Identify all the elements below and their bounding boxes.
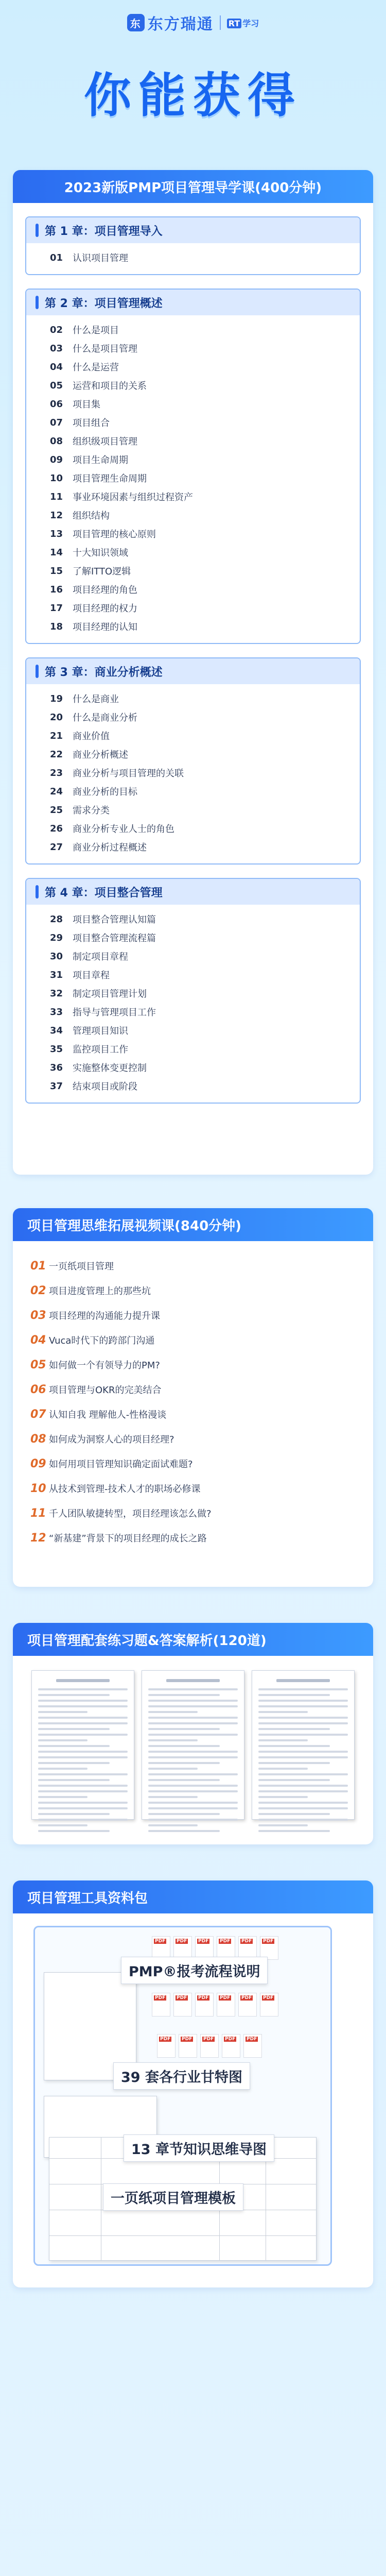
lesson-number: 33 (50, 1006, 63, 1018)
doc-text-line (258, 1790, 348, 1792)
brand-sub-logo (227, 17, 259, 29)
lesson-number: 14 (50, 547, 63, 558)
doc-text-line (38, 1830, 110, 1832)
video-number: 11 (30, 1506, 46, 1520)
doc-text-line (258, 1739, 308, 1741)
doc-text-line (258, 1711, 308, 1713)
tool-label: 13 章节知识思维导图 (124, 2134, 274, 2162)
chapter-title (26, 879, 360, 905)
video-number: 08 (30, 1432, 46, 1446)
exercise-card (13, 1623, 373, 1844)
lesson-number: 28 (50, 913, 63, 925)
lesson-number: 26 (50, 823, 63, 834)
lesson-number: 07 (50, 417, 63, 428)
doc-text-line (258, 1773, 348, 1775)
doc-text-line (148, 1700, 238, 1702)
brand-sub-tag: RT (227, 19, 242, 28)
doc-text-line (258, 1694, 330, 1696)
video-item (13, 1402, 373, 1427)
lesson-number: 11 (50, 491, 63, 502)
lesson-title: 什么是项目管理 (73, 344, 137, 354)
doc-text-line (38, 1790, 128, 1792)
doc-text-line (258, 1700, 348, 1702)
pdf-file-icon (217, 1993, 235, 2016)
lesson-number: 29 (50, 932, 63, 943)
doc-text-line (148, 1722, 238, 1724)
doc-text-line (258, 1728, 330, 1730)
lesson-number: 32 (50, 988, 63, 999)
lesson-item (26, 928, 360, 947)
lesson-number: 36 (50, 1062, 63, 1073)
lesson-item (26, 1003, 360, 1021)
lesson-title: 什么是商业分析 (73, 713, 137, 723)
doc-heading-line (56, 1679, 110, 1682)
doc-text-line (38, 1745, 110, 1747)
lesson-title: 需求分类 (73, 805, 110, 816)
doc-text-line (258, 1779, 330, 1781)
chapter-list (13, 216, 373, 1117)
lesson-number: 03 (50, 343, 63, 354)
lesson-title: 项目管理的核心原则 (73, 529, 156, 540)
lesson-title: 什么是商业 (73, 694, 119, 705)
video-item (13, 1501, 373, 1526)
brand-sub-text: 学习 (242, 18, 259, 28)
doc-heading-line (276, 1679, 330, 1682)
doc-text-line (38, 1768, 87, 1770)
lesson-item (26, 432, 360, 450)
chapter-title-text: 第 2 章：项目管理概述 (45, 297, 163, 310)
doc-text-line (148, 1728, 220, 1730)
brand-bar (0, 0, 386, 34)
lesson-number: 19 (50, 693, 63, 704)
brand-divider (220, 15, 221, 30)
chapter-title-text: 第 4 章：项目整合管理 (45, 886, 163, 900)
lesson-number: 20 (50, 711, 63, 723)
lesson-number: 13 (50, 528, 63, 539)
chapter-title (26, 290, 360, 315)
chapter-marker (36, 665, 39, 678)
video-item (13, 1427, 373, 1451)
video-title: 如何成为洞察人心的项目经理? (49, 1434, 174, 1445)
tools-title: 项目管理工具资料包 (13, 1880, 373, 1913)
brand-logo-icon: 东 (127, 14, 145, 31)
doc-text-line (38, 1813, 110, 1815)
doc-text-line (258, 1830, 330, 1832)
chapter-marker (36, 224, 39, 237)
lesson-list (26, 905, 360, 1103)
doc-text-line (38, 1819, 128, 1821)
lesson-item (26, 413, 360, 432)
video-item (13, 1278, 373, 1303)
lesson-title: 实施整体变更控制 (73, 1063, 147, 1074)
doc-text-line (258, 1785, 348, 1787)
lesson-title: 十大知识领域 (73, 548, 128, 558)
doc-text-line (148, 1734, 238, 1736)
video-title: 项目管理与OKR的完美结合 (49, 1385, 162, 1396)
doc-text-line (38, 1717, 128, 1719)
video-title: 如何用项目管理知识确定面试难题? (49, 1459, 193, 1470)
doc-text-line (38, 1700, 128, 1702)
brand-name: 东方瑞通 (147, 15, 214, 33)
lesson-title: 项目组合 (73, 418, 110, 429)
tool-label: 39 套各行业甘特图 (113, 2062, 250, 2090)
lesson-title: 指导与管理项目工作 (73, 1007, 156, 1018)
lesson-title: 什么是运营 (73, 362, 119, 373)
doc-text-line (148, 1796, 198, 1798)
doc-heading-line (166, 1679, 220, 1682)
lesson-title: 商业分析与项目管理的关联 (73, 768, 184, 779)
pdf-file-icon (173, 1993, 192, 2016)
doc-text-line (258, 1745, 330, 1747)
video-title: 一页纸项目管理 (49, 1261, 114, 1272)
doc-text-line (258, 1768, 308, 1770)
lesson-item (26, 838, 360, 856)
exercise-title: 项目管理配套练习题&答案解析(120道) (13, 1623, 373, 1656)
video-title: 认知自我 理解他人-性格漫谈 (49, 1410, 167, 1420)
doc-text-line (148, 1824, 198, 1826)
doc-text-line (38, 1796, 87, 1798)
lesson-item (26, 339, 360, 358)
lesson-title: 组织级项目管理 (73, 436, 137, 447)
doc-text-line (258, 1824, 308, 1826)
lesson-title: 事业环境因素与组织过程资产 (73, 492, 193, 503)
pdf-file-icon (157, 2034, 176, 2058)
doc-text-line (38, 1722, 128, 1724)
pdf-file-icons (152, 1993, 278, 2016)
lesson-item (26, 469, 360, 487)
video-item (13, 1303, 373, 1328)
pdf-file-icon (152, 1993, 170, 2016)
lesson-item (26, 562, 360, 580)
tool-label: 一页纸项目管理模板 (103, 2183, 243, 2211)
video-item (13, 1526, 373, 1550)
lesson-item (26, 1058, 360, 1077)
lesson-title: 管理项目知识 (73, 1026, 128, 1037)
lesson-number: 04 (50, 361, 63, 372)
exercise-page-preview (31, 1670, 134, 1820)
lesson-number: 31 (50, 969, 63, 980)
lesson-number: 15 (50, 565, 63, 577)
lesson-item (26, 1040, 360, 1058)
doc-text-line (258, 1796, 308, 1798)
lesson-title: 制定项目管理计划 (73, 989, 147, 999)
lesson-item (26, 320, 360, 339)
doc-text-line (258, 1751, 348, 1753)
doc-text-line (148, 1768, 198, 1770)
lesson-item (26, 764, 360, 782)
lesson-item (26, 524, 360, 543)
video-title: 千人团队敏捷转型，项目经理该怎么做? (49, 1509, 212, 1519)
template-grid-line (49, 2235, 316, 2236)
lesson-item (26, 1021, 360, 1040)
video-item (13, 1352, 373, 1377)
video-number: 10 (30, 1482, 46, 1495)
chapter-block (25, 289, 361, 644)
doc-text-line (148, 1762, 220, 1764)
lesson-title: 项目经理的角色 (73, 585, 137, 596)
doc-text-line (38, 1762, 110, 1764)
lesson-item (26, 506, 360, 524)
pdf-file-icons (157, 2034, 262, 2058)
lesson-title: 项目整合管理认知篇 (73, 914, 156, 925)
tools-card (13, 1880, 373, 2287)
doc-text-line (38, 1728, 110, 1730)
doc-text-line (148, 1779, 220, 1781)
lesson-number: 16 (50, 584, 63, 595)
doc-text-line (148, 1756, 238, 1758)
video-title: 从技术到管理-技术人才的职场必修课 (49, 1484, 201, 1495)
lesson-number: 25 (50, 804, 63, 816)
lesson-title: 认识项目管理 (73, 253, 128, 264)
lesson-title: 了解ITTO逻辑 (73, 566, 131, 577)
lesson-item (26, 745, 360, 764)
video-card (13, 1208, 373, 1587)
lesson-number: 18 (50, 621, 63, 632)
chapter-title-text: 第 3 章：商业分析概述 (45, 666, 163, 679)
tool-label: PMP®报考流程说明 (121, 1957, 268, 1984)
lesson-item (26, 910, 360, 928)
lesson-title: 项目章程 (73, 970, 110, 981)
doc-text-line (38, 1711, 87, 1713)
doc-text-line (38, 1773, 128, 1775)
lesson-item (26, 708, 360, 726)
video-item (13, 1253, 373, 1278)
lesson-title: 商业分析专业人士的角色 (73, 824, 174, 835)
lesson-title: 制定项目章程 (73, 952, 128, 962)
video-item (13, 1476, 373, 1501)
pdf-file-icon (200, 2034, 219, 2058)
pdf-file-icon (195, 1993, 214, 2016)
video-title: Vuca时代下的跨部门沟通 (49, 1335, 155, 1346)
course-title: 2023新版PMP项目管理导学课(400分钟) (13, 170, 373, 203)
video-number: 02 (30, 1284, 46, 1297)
video-number: 09 (30, 1457, 46, 1470)
lesson-number: 01 (50, 252, 63, 263)
lesson-item (26, 965, 360, 984)
lesson-title: 商业分析概述 (73, 750, 128, 760)
doc-text-line (148, 1688, 238, 1690)
lesson-item (26, 1077, 360, 1095)
lesson-item (26, 947, 360, 965)
doc-text-line (38, 1705, 128, 1707)
video-title: 项目经理的沟通能力提升课 (49, 1311, 160, 1321)
doc-text-line (38, 1694, 110, 1696)
lesson-title: 运营和项目的关系 (73, 381, 147, 392)
lesson-number: 06 (50, 398, 63, 410)
doc-text-line (38, 1807, 128, 1809)
chapter-marker (36, 296, 39, 309)
doc-text-line (258, 1762, 330, 1764)
doc-text-line (148, 1711, 198, 1713)
video-number: 05 (30, 1358, 46, 1371)
doc-text-line (258, 1734, 348, 1736)
doc-text-line (38, 1751, 128, 1753)
lesson-list (26, 315, 360, 643)
video-list (13, 1241, 373, 1550)
lesson-title: 项目生命周期 (73, 455, 128, 466)
lesson-item (26, 395, 360, 413)
doc-text-line (38, 1734, 128, 1736)
doc-text-line (38, 1688, 128, 1690)
lesson-number: 02 (50, 324, 63, 335)
tools-collage (13, 1926, 373, 2266)
doc-text-line (148, 1785, 238, 1787)
chapter-marker (36, 885, 39, 899)
lesson-title: 商业分析的目标 (73, 787, 137, 798)
lesson-item (26, 782, 360, 801)
lesson-title: 商业价值 (73, 731, 110, 742)
video-item (13, 1451, 373, 1476)
doc-text-line (148, 1802, 238, 1804)
lesson-item (26, 580, 360, 599)
lesson-item (26, 358, 360, 376)
lesson-title: 组织结构 (73, 511, 110, 521)
lesson-title: 什么是项目 (73, 325, 119, 336)
lesson-title: 项目经理的权力 (73, 603, 137, 614)
doc-text-line (148, 1790, 238, 1792)
lesson-item (26, 689, 360, 708)
doc-text-line (258, 1688, 348, 1690)
lesson-number: 21 (50, 730, 63, 741)
lesson-title: 项目集 (73, 399, 100, 410)
lesson-item (26, 599, 360, 617)
exercise-page-preview (142, 1670, 244, 1820)
lesson-number: 09 (50, 454, 63, 465)
video-number: 03 (30, 1309, 46, 1322)
doc-text-line (258, 1813, 330, 1815)
lesson-item (26, 450, 360, 469)
lesson-number: 35 (50, 1043, 63, 1055)
lesson-number: 10 (50, 472, 63, 484)
lesson-item (26, 726, 360, 745)
video-item (13, 1328, 373, 1352)
lesson-item (26, 819, 360, 838)
video-number: 07 (30, 1408, 46, 1421)
lesson-list (26, 684, 360, 863)
doc-text-line (148, 1717, 238, 1719)
lesson-number: 34 (50, 1025, 63, 1036)
doc-text-line (258, 1717, 348, 1719)
doc-text-line (258, 1802, 348, 1804)
doc-text-line (148, 1705, 238, 1707)
hero-title: 你能获得 (83, 68, 302, 123)
lesson-number: 08 (50, 435, 63, 447)
lesson-title: 项目管理生命周期 (73, 473, 147, 484)
chapter-block (25, 657, 361, 865)
doc-text-line (258, 1722, 348, 1724)
video-title: “新基建”背景下的项目经理的成长之路 (49, 1533, 207, 1544)
pdf-file-icon (222, 2034, 240, 2058)
lesson-item (26, 248, 360, 267)
doc-text-line (38, 1785, 128, 1787)
lesson-item (26, 617, 360, 636)
doc-text-line (148, 1745, 220, 1747)
lesson-item (26, 801, 360, 819)
lesson-list (26, 243, 360, 274)
lesson-title: 商业分析过程概述 (73, 842, 147, 853)
video-title: 如何做一个有领导力的PM? (49, 1360, 160, 1371)
video-title: 项目管理思维拓展视频课(840分钟) (13, 1208, 373, 1241)
doc-text-line (258, 1807, 348, 1809)
chapter-block (25, 216, 361, 275)
pdf-file-icon (179, 2034, 197, 2058)
chapter-title (26, 217, 360, 243)
lesson-number: 17 (50, 602, 63, 614)
doc-text-line (148, 1694, 220, 1696)
doc-text-line (38, 1779, 110, 1781)
lesson-item (26, 487, 360, 506)
chapter-title-text: 第 1 章：项目管理导入 (45, 225, 163, 238)
brand-logo (127, 11, 214, 34)
exercise-preview (13, 1656, 373, 1820)
doc-text-line (148, 1813, 220, 1815)
lesson-number: 23 (50, 767, 63, 778)
lesson-item (26, 543, 360, 562)
lesson-title: 结束项目或阶段 (73, 1081, 137, 1092)
video-number: 01 (30, 1259, 46, 1273)
doc-text-line (258, 1756, 348, 1758)
lesson-number: 24 (50, 786, 63, 797)
lesson-number: 27 (50, 841, 63, 853)
lesson-title: 项目整合管理流程篇 (73, 933, 156, 944)
lesson-title: 监控项目工作 (73, 1044, 128, 1055)
course-card (13, 170, 373, 1175)
lesson-number: 37 (50, 1080, 63, 1092)
doc-text-line (38, 1739, 87, 1741)
doc-text-line (148, 1807, 238, 1809)
lesson-number: 05 (50, 380, 63, 391)
lesson-number: 22 (50, 749, 63, 760)
doc-text-line (258, 1819, 348, 1821)
doc-text-line (148, 1819, 238, 1821)
lesson-number: 12 (50, 510, 63, 521)
doc-text-line (38, 1756, 128, 1758)
doc-text-line (148, 1773, 238, 1775)
video-number: 12 (30, 1531, 46, 1545)
lesson-item (26, 376, 360, 395)
lesson-number: 30 (50, 951, 63, 962)
doc-text-line (258, 1705, 348, 1707)
lesson-title: 项目经理的认知 (73, 622, 137, 633)
video-item (13, 1377, 373, 1402)
doc-text-line (148, 1751, 238, 1753)
video-number: 06 (30, 1383, 46, 1396)
video-number: 04 (30, 1333, 46, 1347)
pdf-file-icon (260, 1993, 278, 2016)
doc-text-line (38, 1802, 128, 1804)
doc-text-line (148, 1830, 220, 1832)
doc-text-line (148, 1739, 198, 1741)
pdf-file-icon (243, 2034, 262, 2058)
pdf-file-icon (238, 1993, 257, 2016)
lesson-item (26, 984, 360, 1003)
doc-text-line (38, 1824, 87, 1826)
video-title: 项目进度管理上的那些坑 (49, 1286, 151, 1297)
chapter-block (25, 878, 361, 1104)
chapter-title (26, 658, 360, 684)
exercise-page-preview (252, 1670, 355, 1820)
